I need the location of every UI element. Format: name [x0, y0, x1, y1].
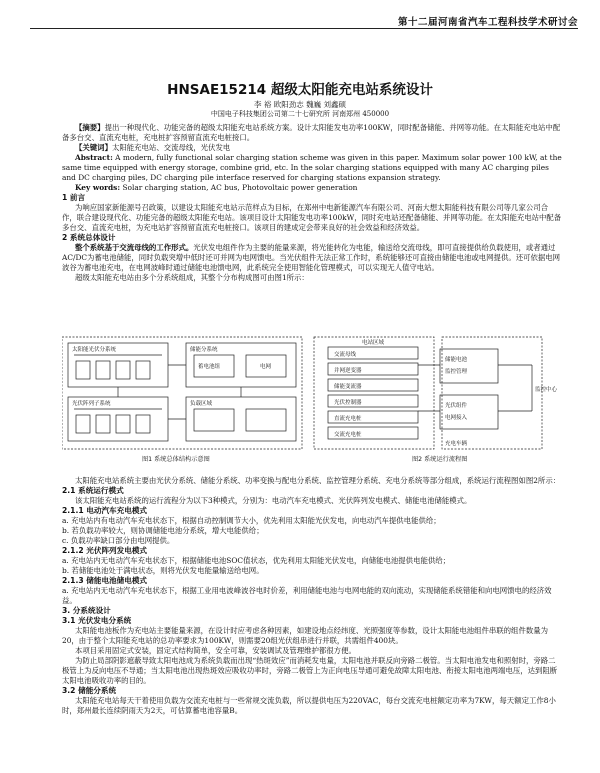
fig2-side-2: 光伏组件 [445, 403, 468, 409]
section-2-1-1-item-a: a. 充电站内有电动汽车充电状态下，根据自动控制调节大小，优先利用太阳能光伏发电，向电动汽车提供电能供给； [62, 516, 441, 525]
abstract-cn-text: 提出一种现代化、功能完备的超级太阳能充电站系统方案。设计太阳能发电功率100KW，同时配备储能、并网等功能。在太阳能充电站中配备多台交、直流充电桩，充电桩扩容预留直流充电桩接口。 [62, 123, 561, 142]
fig1-battery-label: 蓄电池组 [198, 364, 221, 370]
figure-diagrams [62, 335, 562, 465]
section-3-title: 3. 分系统设计 [62, 606, 111, 615]
keywords-en [62, 183, 562, 193]
section-2-1-1-item-c: c. 负载功率缺口部分由电网提供。 [62, 536, 175, 545]
section-2-1-paragraph: 该太阳能充电站系统的运行流程分为以下3种模式，分别为：电动汽车充电模式、光伏阵列发电模式、储能电池储能模式。 [75, 496, 472, 505]
upper-text-block [62, 123, 562, 283]
section-3-1-paragraph-3: 为防止局部阴影遮蔽导致太阳电池成为系统负载而出现“热斑效应”而消耗发电量，太阳电池并联反向旁路二极管。当太阳电池发电和照射时，旁路二极管上为反向电压不导通；当太阳电池出现热斑效应吸收功率时，旁路二极管上为正向电压导通可避免故障太阳电池、衔接太阳电池两端电压，达到阻断太阳电池吸收功率的目的。 [62, 656, 558, 685]
section-2-1-title: 2.1 系统运行模式 [62, 486, 124, 495]
keywords-en-label: Key words: [75, 183, 121, 192]
abstract-cn-label: 【摘要】 [75, 123, 105, 132]
fig2-right-label: 监控中心 [535, 387, 558, 393]
section-2-paragraph-2: 超级太阳能充电站由多个分系统组成，其整个分布构成图可由图1所示： [75, 273, 309, 282]
section-2-1-1-item-b: b. 若负载功率较大，则协调储能电池分系统，增大电能供给； [62, 526, 264, 535]
abstract-cn [62, 123, 562, 143]
section-3-2-title: 3.2 储能分系统 [62, 686, 117, 695]
figure-1-labels [72, 345, 272, 407]
section-3-1-title: 3.1 光伏发电分系统 [62, 616, 132, 625]
section-2-lead: 整个系统基于交流母线的工作形式。 [75, 243, 194, 252]
fig1-storage-label: 储能分系统 [190, 347, 218, 353]
fig2-box-8: 电网接入 [445, 415, 468, 421]
fig2-title: 电站区域 [362, 340, 385, 346]
fig2-box-3: 储能变流器 [334, 384, 362, 390]
keywords-en-text: Solar charging station, AC bus, Photovoltaic power generation [122, 183, 358, 192]
keywords-cn [62, 143, 562, 153]
section-2-1-1-title: 2.1.1 电动汽车充电模式 [62, 506, 148, 515]
section-2-1-3-item-a: a. 充电站内无电动汽车充电状态下，根据工业用电波峰波谷电时价差，利用储能电池与电网电能的双向流动，实现储能系统错能和向电网馈电的经济效益。 [62, 586, 552, 605]
running-head: 第十二届河南省汽车工程科技学术研讨会 [397, 17, 578, 28]
section-2-paragraph-1 [62, 243, 562, 273]
section-3-1-paragraph-2: 本项目采用固定式安装，固定式结构简单，安全可靠，安装调试及管理维护都很方便。 [75, 646, 356, 655]
lower-text-block [62, 476, 562, 716]
figure-1-caption: 图1 系统总体结构示意图 [142, 456, 210, 463]
figure-2-labels [334, 338, 558, 447]
figures-area [62, 335, 562, 465]
section-2-1-3-title: 2.1.3 储能电池储电模式 [62, 576, 148, 585]
section-1-title: 1 前言 [62, 193, 86, 202]
fig1-pv-label: 太阳能光伏分系统 [72, 347, 117, 353]
paper-affiliation: 中国电子科技集团公司第二十七研究所 河南郑州 450000 [210, 110, 390, 118]
fig2-box-5: 直流充电桩 [334, 416, 362, 422]
section-3-2-paragraph-1: 太阳能充电站每天干着使用负载为交流充电桩与一些常规交流负载，所以提供电压为220VAC，每台交流充电桩额定功率为7KW，每天额定工作8小时，郑州最长连续阴雨天为2天，可估算蓄电池容量B。 [62, 696, 556, 715]
section-2-1-2-item-a: a. 充电站内无电动汽车充电状态下，根据储能电池SOC值状态，优先利用太阳能光伏发电，向储能电池提供电能供给； [62, 556, 451, 565]
section-2-body: 光伏发电组件作为主要的能量来源，将光能转化为电能，输送给交流母线，即可直接提供给负载使用，或者通过AC/DC为蓄电池储能，同时负载突增中低时还可并网为电网馈电。当光伏组件无法正常工作时，系统能够还可直接由储能电池或电网提供。还可依据电网波谷为蓄电池充电，在电网波峰时通过储能电池馈电网，此系统完全使用智能化管理模式，可以实现无人值守电站。 [62, 243, 561, 272]
fig2-box-2: 并网逆变器 [334, 368, 362, 374]
section-2-paragraph-3: 太阳能充电站系统主要由光伏分系统、储能分系统、功率变换与配电分系统、监控管理分系统、充电分系统等部分组成，系统运行流程图如图2所示： [75, 476, 561, 485]
section-2-1-2-item-b: b. 若储能电池处于满电状态，则将光伏发电能量输送给电网。 [62, 566, 264, 575]
keywords-cn-label: 【关键词】 [75, 143, 112, 152]
section-1-paragraph: 为响应国家新能源号召政策，以建设太阳能充电站示范样点为目标，在郑州中电新能源汽车有限公司、河南大想太阳能科技有限公司等几家公司合作，联合建设现代化、功能完备的超级太阳能充电站。该项目设计太阳能发电功率100kW，同时充电站还配备储能、并网等功能。在太阳能充电站中配备多台交、直流充电桩，为充电站扩容预留直流充电桩接口。该项目的建成定会带来良好的社会效益和经济效益。 [62, 203, 562, 232]
fig1-array-label: 光伏阵列子系统 [72, 401, 111, 407]
abstract-en-label: Abstract: [75, 153, 113, 162]
keywords-cn-text: 太阳能充电站、交流母线，光伏发电 [111, 143, 231, 152]
figure-1-diagram [62, 337, 302, 449]
header-rule [30, 28, 578, 29]
fig2-side-3: 充电车辆 [445, 441, 468, 447]
fig1-load-label: 负载区域 [190, 401, 213, 407]
figure-2-caption: 图2 系统运行流程图 [412, 456, 468, 463]
paper-title: HNSAE15214 超级太阳能充电站系统设计 [167, 82, 433, 98]
paper-authors: 李 裕 欧阳劲志 魏巍 刘鑫硕 [253, 100, 347, 109]
abstract-en-text: A modern, fully functional solar charging station scheme was given in this paper. Maximum solar power 100 kW, at the same time equipped with energy storage, combine grid, etc. In the solar charging stations equipped with many AC charging piles and DC charging piles, DC charging pile interface reserved for charging stations expansion strategy. [62, 153, 562, 182]
section-3-1-paragraph-1: 太阳能电池板作为充电站主要能量来源，在设计时应考虑各种因素，如建设地点经纬度、光照强度等参数，设计太阳能电池组件串联的组件数量为20，由于整个太阳能充电站的总功率要求为100KW，则需要20组光伏组串进行并联，共需组件400块。 [62, 626, 549, 645]
fig2-side-1: 储能电池 [445, 357, 468, 363]
abstract-en [62, 153, 562, 183]
fig2-box-7: 监控管理 [445, 369, 468, 375]
fig2-box-6: 交流充电桩 [334, 432, 362, 438]
fig2-box-1: 交流母线 [334, 352, 357, 358]
fig2-box-4: 光伏控制器 [334, 400, 362, 406]
section-2-title: 2 系统总体设计 [62, 233, 116, 242]
fig1-grid-label: 电网 [260, 364, 272, 370]
section-2-1-2-title: 2.1.2 光伏阵列发电模式 [62, 546, 148, 555]
